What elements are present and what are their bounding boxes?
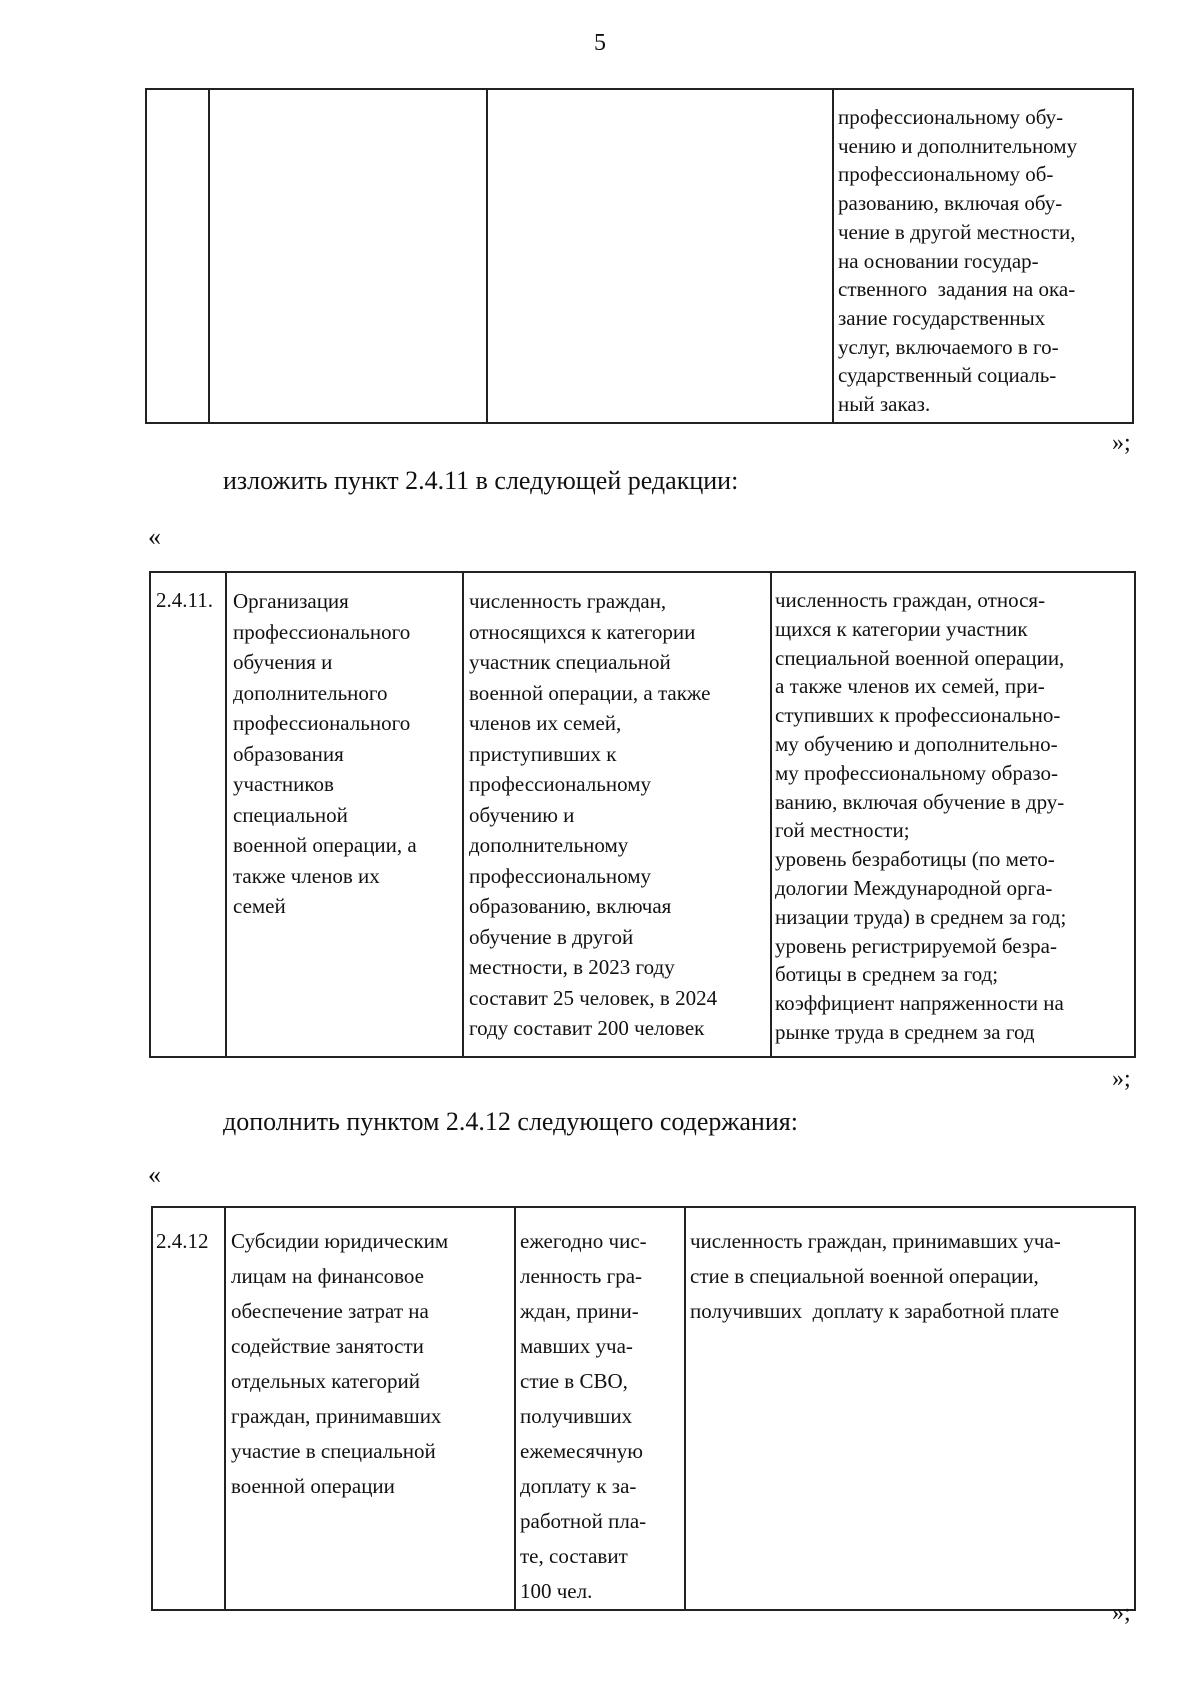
measure-name-cell	[226, 572, 463, 1057]
table-row	[150, 572, 1135, 1057]
item-2-4-12-table	[151, 1206, 1136, 1611]
indicator-cell	[463, 572, 771, 1057]
item-number-cell	[146, 89, 209, 423]
page-number: 5	[594, 30, 606, 56]
measure-name-cell	[209, 89, 487, 423]
table-row	[152, 1207, 1135, 1610]
closing-quote-3: »;	[1112, 1600, 1131, 1626]
target-indicator-text: численность граждан, принимавших уча- стие в специальной военной операции, получивших доплату к заработной плате	[690, 1229, 1061, 1323]
target-indicator-cell	[833, 89, 1133, 423]
table-row	[146, 89, 1133, 423]
closing-quote-2: »;	[1112, 1066, 1131, 1092]
measure-name: Организация профессионального обучения и дополнительного профессионального образования участников специальной военной операции, а также членов их семей	[233, 589, 417, 918]
measure-name-cell	[225, 1207, 515, 1610]
opening-quote-1: «	[148, 522, 161, 551]
item-2-4-11-table	[149, 571, 1136, 1058]
target-indicator-text: профессиональному обу- чению и дополнительному профессиональному об- разованию, включая обу- чение в другой местности, на основании государ- ственного задания на ока- зание государственных услуг, включаемого в го- сударственный социаль- ный заказ.	[838, 105, 1078, 417]
item-number: 2.4.12	[156, 1229, 209, 1253]
item-number-cell	[152, 1207, 225, 1610]
closing-quote-1: »;	[1112, 430, 1131, 456]
indicator-cell	[515, 1207, 685, 1610]
indicator-text: численность граждан, относящихся к категории участник специальной военной операции, а также членов их семей, приступивших к профессиональному обучению и дополнительному профессиональному образованию, включая обучение в другой местности, в 2023 году составит 25 человек, в 2024 году составит 200 человек	[469, 589, 718, 1040]
instruction-edit-2-4-11: изложить пункт 2.4.11 в следующей редакции:	[223, 466, 739, 495]
measure-name: Субсидии юридическим лицам на финансовое обеспечение затрат на содействие занятости отдельных категорий граждан, принимавших участие в специальной военной операции	[231, 1229, 449, 1498]
item-number-cell	[150, 572, 226, 1057]
indicator-text: ежегодно чис- ленность гра- ждан, прини- мавших уча- стие в СВО, получивших ежемесячную доплату к за- работной пла- те, составит 100 чел.	[520, 1229, 647, 1603]
target-indicator-cell	[771, 572, 1135, 1057]
item-number: 2.4.11.	[156, 588, 213, 612]
instruction-add-2-4-12: дополнить пунктом 2.4.12 следующего содержания:	[223, 1107, 798, 1136]
indicator-cell	[487, 89, 833, 423]
target-indicator-text: численность граждан, относя- щихся к категории участник специальной военной операции, а также членов их семей, при- ступивших к профессионально- му обучению и дополнительно- му профессиональному образо- ванию, включая обучение в дру- гой местности; уровень безработицы (по мето- дологии Международной орга- низации труда) в среднем за год; уровень регистрируемой безра- ботицы в среднем за год; коэффициент напряженности на рынке труда в среднем за год	[775, 588, 1067, 1044]
target-indicator-cell	[685, 1207, 1135, 1610]
opening-quote-2: «	[148, 1160, 161, 1189]
continuation-table	[145, 88, 1134, 424]
